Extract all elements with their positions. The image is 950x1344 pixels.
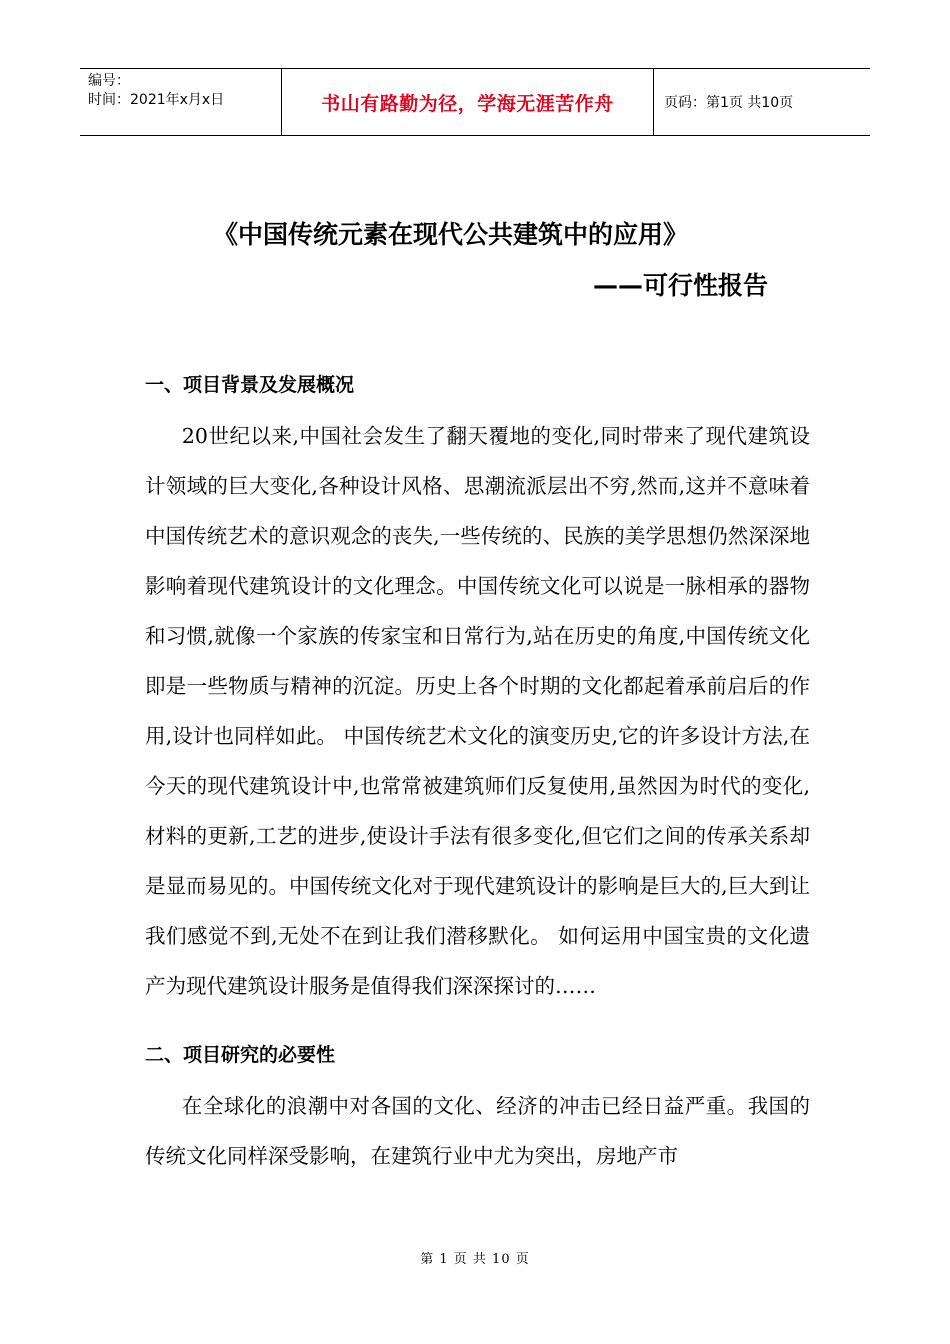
time-label: 时间：2021年x月x日 xyxy=(88,92,225,108)
number-label: 编号： xyxy=(88,73,130,89)
motto-text: 书山有路勤为径，学海无涯苦作舟 xyxy=(321,92,614,115)
section-heading-background: 一、项目背景及发展概况 xyxy=(145,374,355,396)
page-code: 页码：第1页 共10页 xyxy=(664,95,794,111)
document-title: 《中国传统元素在现代公共建筑中的应用》 xyxy=(213,220,689,249)
section-heading-necessity: 二、项目研究的必要性 xyxy=(145,1044,336,1066)
document-body xyxy=(145,367,810,1181)
header-meta-cell xyxy=(80,69,281,135)
header-page-cell xyxy=(654,69,870,135)
section-paragraph-necessity: 在全球化的浪潮中对各国的文化、经济的冲击已经日益严重。我国的传统文化同样深受影响，在建筑行业中尤为突出，房地产市 xyxy=(145,1094,810,1168)
header-table xyxy=(80,68,870,136)
section-paragraph-background: 20世纪以来,中国社会发生了翻天覆地的变化,同时带来了现代建筑设计领域的巨大变化,各种设计风格、思潮流派层出不穷,然而,这并不意味着中国传统艺术的意识观念的丧失,一些传统的、民族的美学思想仍然深深地影响着现代建筑设计的文化理念。中国传统文化可以说是一脉相承的器物和习惯,就像一个家族的传家宝和日常行为,站在历史的角度,中国传统文化即是一些物质与精神的沉淀。历史上各个时期的文化都起着承前启后的作用,设计也同样如此。 中国传统艺术文化的演变历史,它的许多设计方法,在今天的现代建筑设计中,也常常被建筑师们反复使用,虽然因为时代的变化,材料的更新,工艺的进步,使设计手法有很多变化,但它们之间的传承关系却是显而易见的。中国传统文化对于现代建筑设计的影响是巨大的,巨大到让我们感觉不到,无处不在到让我们潜移默化。 如何运用中国宝贵的文化遗产为现代建筑设计服务是值得我们深深探讨的…… xyxy=(145,424,810,998)
header-motto-cell xyxy=(281,69,654,135)
page-footer: 第 1 页 共 10 页 xyxy=(420,1252,530,1267)
document-subtitle: ——可行性报告 xyxy=(593,271,769,300)
